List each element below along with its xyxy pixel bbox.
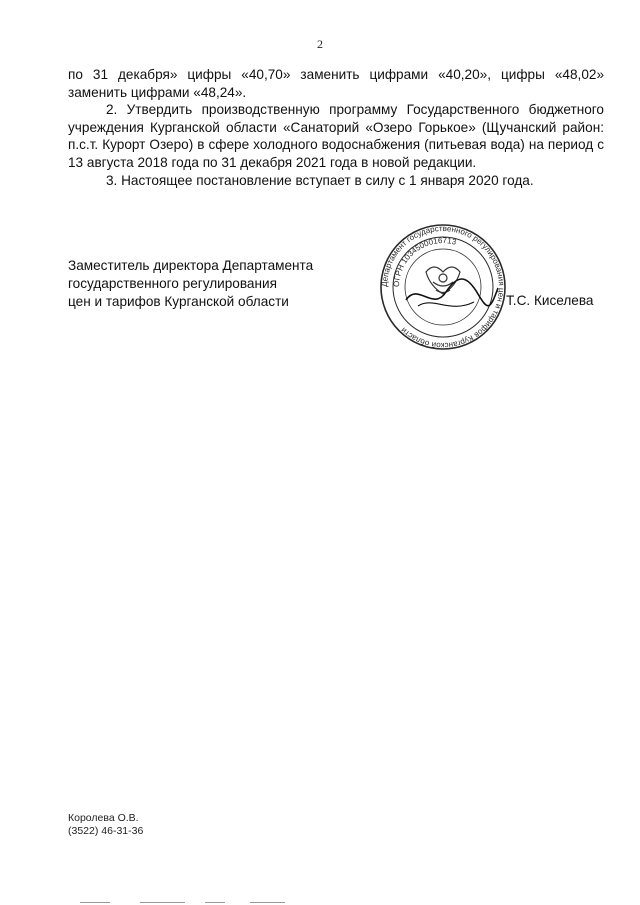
executor-name: Королева О.В. <box>68 812 139 824</box>
paragraph-1: по 31 декабря» цифры «40,70» заменить цифрами «40,20», цифры «48,02» заменить цифрами «48,24». <box>68 67 604 100</box>
signature-block <box>68 257 368 311</box>
page-number: 2 <box>317 37 323 51</box>
signer-position-line-2: государственного регулирования <box>68 276 277 291</box>
official-stamp <box>378 222 508 352</box>
executor-phone: (3522) 46-31-36 <box>68 825 144 837</box>
stamp-outer-text: Департамент государственного регулирования цен и тарифов Курганской области <box>379 223 507 351</box>
signer-position-line-1: Заместитель директора Департамента <box>68 258 314 273</box>
paragraph-3: 3. Настоящее постановление вступает в силу с 1 января 2020 года. <box>106 172 534 188</box>
executor-info <box>68 812 143 838</box>
signer-name: Т.С. Киселева <box>506 293 594 308</box>
signer-position-line-3: цен и тарифов Курганской области <box>68 294 289 309</box>
body-text <box>68 66 604 189</box>
paragraph-2: 2. Утвердить производственную программу Государственного бюджетного учреждения Курганской области «Санаторий «Озеро Горькое» (Щучанский район: п.с.т. Курорт Озеро) в сфере холодного водоснабжения (питьевая вода) на период с 13 августа 2018 года по 31 декабря 2021 года в новой редакции. <box>68 102 604 170</box>
stamp-ogrn: ОГРН 1034500016713 <box>391 235 458 288</box>
scan-edge-marks <box>0 899 640 905</box>
svg-text:ОГРН 1034500016713 <box>392 236 458 287</box>
coat-of-arms-icon <box>426 267 460 294</box>
